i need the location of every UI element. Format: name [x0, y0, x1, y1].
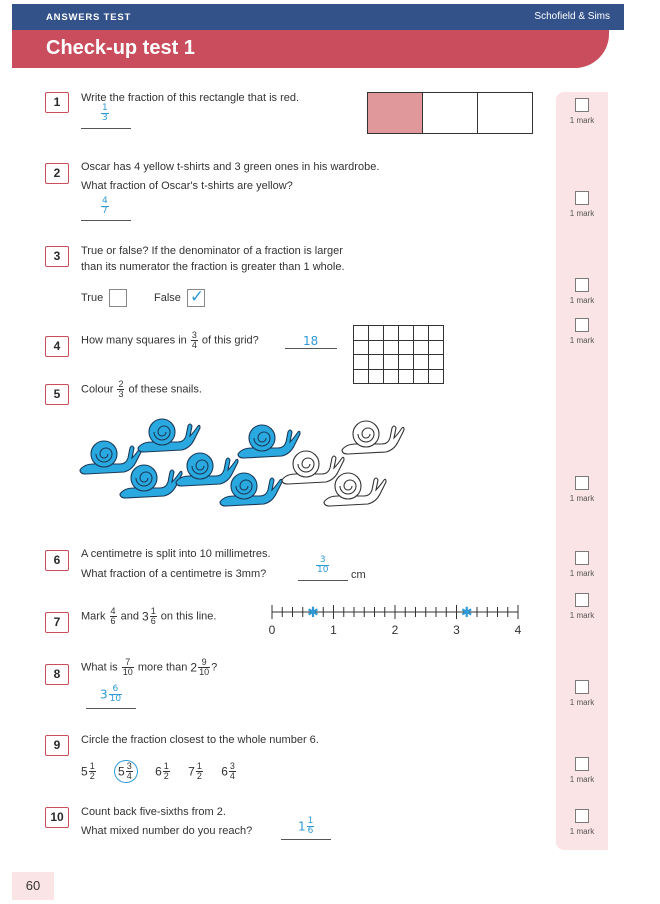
- q9-option[interactable]: [81, 762, 97, 781]
- q2-line1: Oscar has 4 yellow t-shirts and 3 green ones in his wardrobe.: [81, 161, 380, 173]
- q7-f1-denominator: 6: [110, 616, 116, 626]
- mark-box-q4[interactable]: [556, 318, 608, 345]
- q4-text-b: of this grid?: [201, 334, 259, 347]
- rectangle-part: [423, 93, 478, 133]
- snail-coloured: [138, 419, 200, 452]
- q4-denominator: 4: [191, 340, 197, 350]
- mark-checkbox[interactable]: [575, 551, 589, 565]
- mark-label: 1 mark: [569, 336, 595, 345]
- option-whole: 5: [118, 764, 125, 779]
- q8-answer-whole: 3: [100, 687, 108, 702]
- number-line-label: 0: [268, 623, 276, 637]
- q10-answer-denominator: 6: [307, 826, 314, 836]
- q10-answer: [298, 817, 315, 836]
- false-checkbox[interactable]: [187, 289, 205, 307]
- q7-f2-numerator: 1: [150, 606, 156, 616]
- q7-text-b: and: [120, 610, 139, 623]
- q6-line1: A centimetre is split into 10 millimetres.: [81, 548, 271, 560]
- mark-checkbox[interactable]: [575, 680, 589, 694]
- q7-text-c: on this line.: [160, 610, 217, 623]
- option-whole: 6: [155, 764, 162, 779]
- number-line-label: 1: [330, 623, 337, 637]
- mark-label: 1 mark: [569, 775, 595, 784]
- q9-text: Circle the fraction closest to the whole number 6.: [81, 734, 319, 746]
- q5-numerator: 2: [118, 379, 124, 389]
- mark-box-q10[interactable]: [556, 809, 608, 836]
- tick-icon: ✓: [189, 287, 205, 306]
- title-bar: [12, 30, 609, 68]
- answer-line: [281, 839, 331, 840]
- q3-false-option[interactable]: [154, 289, 205, 307]
- mark-box-q1[interactable]: [556, 98, 608, 125]
- q7-number-line: [262, 600, 532, 640]
- snails-illustration: [76, 412, 406, 512]
- q7-f1-numerator: 4: [110, 606, 116, 616]
- q8-answer: [100, 685, 123, 704]
- mark-label: 1 mark: [569, 569, 595, 578]
- answer-line: [81, 220, 131, 221]
- q3-line2: than its numerator the fraction is greater than 1 whole.: [81, 261, 345, 273]
- q9-options: [81, 760, 237, 783]
- q6-line2: What fraction of a centimetre is 3mm?: [81, 568, 267, 580]
- q7-text-a: Mark: [81, 610, 106, 623]
- q7-f2-denominator: 6: [150, 616, 156, 626]
- q4-answer: 18: [303, 334, 319, 348]
- q9-option[interactable]: [188, 762, 204, 781]
- number-line-answer-mark: ✱: [307, 605, 319, 621]
- q6-unit: cm: [351, 569, 366, 581]
- option-numerator: 3: [229, 761, 235, 771]
- answer-line: [285, 348, 337, 349]
- q8-f1-denominator: 10: [122, 667, 133, 677]
- q7-f2-whole: 3: [142, 609, 149, 624]
- q3-true-option[interactable]: [81, 289, 127, 307]
- question-number: 3: [45, 246, 69, 267]
- q10-line2: What mixed number do you reach?: [81, 825, 253, 837]
- rectangle-part: [478, 93, 532, 133]
- q10-answer-whole: 1: [298, 819, 306, 834]
- option-denominator: 2: [89, 771, 95, 781]
- snail-uncoloured: [342, 421, 404, 454]
- option-whole: 5: [81, 764, 88, 779]
- q4-numerator: 3: [191, 330, 197, 340]
- answer-line: [298, 580, 348, 581]
- q5-text-b: of these snails.: [128, 383, 202, 396]
- q10-answer-numerator: 1: [307, 816, 314, 826]
- q6-answer-denominator: 10: [317, 565, 329, 575]
- mark-box-q9[interactable]: [556, 757, 608, 784]
- q2-answer-numerator: 4: [102, 196, 108, 206]
- q2-answer-denominator: 7: [102, 206, 108, 216]
- option-denominator: 2: [163, 771, 169, 781]
- q1-answer-numerator: 1: [102, 103, 108, 113]
- true-checkbox[interactable]: [109, 289, 127, 307]
- q8-text-b: more than: [137, 661, 188, 674]
- snail-uncoloured: [282, 451, 344, 484]
- number-line-answer-mark: ✱: [460, 605, 473, 621]
- q5-text-a: Colour: [81, 383, 114, 396]
- snail-coloured: [176, 453, 238, 486]
- mark-checkbox[interactable]: [575, 98, 589, 112]
- option-whole: 6: [221, 764, 228, 779]
- mark-checkbox[interactable]: [575, 191, 589, 205]
- question-number: 4: [45, 336, 69, 357]
- mark-box-q6[interactable]: [556, 551, 608, 578]
- question-number: 9: [45, 735, 69, 756]
- q8-f2-denominator: 10: [199, 667, 210, 677]
- q7-text: [81, 607, 216, 626]
- q1-answer-denominator: 3: [102, 113, 108, 123]
- mark-box-q2[interactable]: [556, 191, 608, 218]
- page-number: 60: [12, 872, 54, 900]
- option-numerator: 1: [89, 761, 95, 771]
- mark-checkbox[interactable]: [575, 318, 589, 332]
- option-numerator: 1: [163, 761, 169, 771]
- q9-option[interactable]: [221, 762, 237, 781]
- section-label: ANSWERS TEST: [46, 12, 132, 23]
- publisher-label: Schofield & Sims: [534, 11, 610, 22]
- q6-answer: [315, 556, 330, 575]
- q8-text-c: ?: [211, 661, 218, 674]
- option-whole: 7: [188, 764, 195, 779]
- option-denominator: 4: [126, 771, 132, 781]
- number-line-label: 4: [514, 623, 522, 637]
- q1-answer: [100, 104, 110, 123]
- mark-checkbox[interactable]: [575, 278, 589, 292]
- mark-label: 1 mark: [569, 494, 595, 503]
- q4-grid: [353, 325, 444, 384]
- q2-line2: What fraction of Oscar's t-shirts are yellow?: [81, 180, 293, 192]
- snail-coloured: [238, 425, 300, 458]
- mark-label: 1 mark: [569, 116, 595, 125]
- q8-f2-numerator: 9: [198, 658, 210, 668]
- q8-f2-whole: 2: [190, 660, 198, 675]
- q1-text: Write the fraction of this rectangle that is red.: [81, 92, 300, 104]
- q4-text-a: How many squares in: [81, 334, 187, 347]
- option-denominator: 4: [229, 771, 235, 781]
- question-number: 6: [45, 550, 69, 571]
- q8-f1-numerator: 7: [122, 658, 134, 668]
- question-number: 10: [45, 807, 69, 828]
- question-number: 8: [45, 664, 69, 685]
- question-number: 1: [45, 92, 69, 113]
- question-number: 7: [45, 612, 69, 633]
- q5-denominator: 3: [118, 389, 124, 399]
- number-line-label: 3: [453, 623, 460, 637]
- q9-option-circled[interactable]: [114, 760, 138, 783]
- mark-label: 1 mark: [569, 611, 595, 620]
- mark-label: 1 mark: [569, 296, 595, 305]
- q8-answer-numerator: 6: [109, 685, 122, 695]
- option-numerator: 1: [196, 761, 202, 771]
- mark-box-q3[interactable]: [556, 278, 608, 305]
- q8-text: [81, 658, 217, 677]
- answer-line: [81, 128, 131, 129]
- mark-label: 1 mark: [569, 827, 595, 836]
- option-numerator: 3: [126, 761, 132, 771]
- mark-box-q5[interactable]: [556, 476, 608, 503]
- snail-coloured: [80, 441, 142, 474]
- mark-box-q8[interactable]: [556, 680, 608, 707]
- q4-text: [81, 331, 259, 350]
- mark-checkbox[interactable]: [575, 757, 589, 771]
- mark-box-q7[interactable]: [556, 593, 608, 620]
- q8-text-a: What is: [81, 661, 118, 674]
- mark-label: 1 mark: [569, 209, 595, 218]
- question-number: 5: [45, 384, 69, 405]
- mark-label: 1 mark: [569, 698, 595, 707]
- rectangle-red-part: [368, 93, 423, 133]
- mark-checkbox[interactable]: [575, 809, 589, 823]
- false-label: False: [154, 291, 181, 304]
- q9-option[interactable]: [155, 762, 171, 781]
- top-header-bar: [12, 4, 624, 30]
- q1-rectangle: [367, 92, 533, 134]
- q6-answer-numerator: 3: [316, 556, 329, 566]
- mark-checkbox[interactable]: [575, 476, 589, 490]
- q3-line1: True or false? If the denominator of a fraction is larger: [81, 245, 343, 257]
- true-label: True: [81, 291, 104, 304]
- option-denominator: 2: [196, 771, 202, 781]
- q5-text: [81, 380, 202, 399]
- number-line-label: 2: [391, 623, 399, 637]
- question-number: 2: [45, 163, 69, 184]
- q2-answer: [100, 197, 110, 216]
- mark-checkbox[interactable]: [575, 593, 589, 607]
- q8-answer-denominator: 10: [109, 694, 122, 704]
- page-title: Check-up test 1: [46, 37, 195, 59]
- answer-line: [86, 708, 136, 709]
- q10-line1: Count back five-sixths from 2.: [81, 806, 226, 818]
